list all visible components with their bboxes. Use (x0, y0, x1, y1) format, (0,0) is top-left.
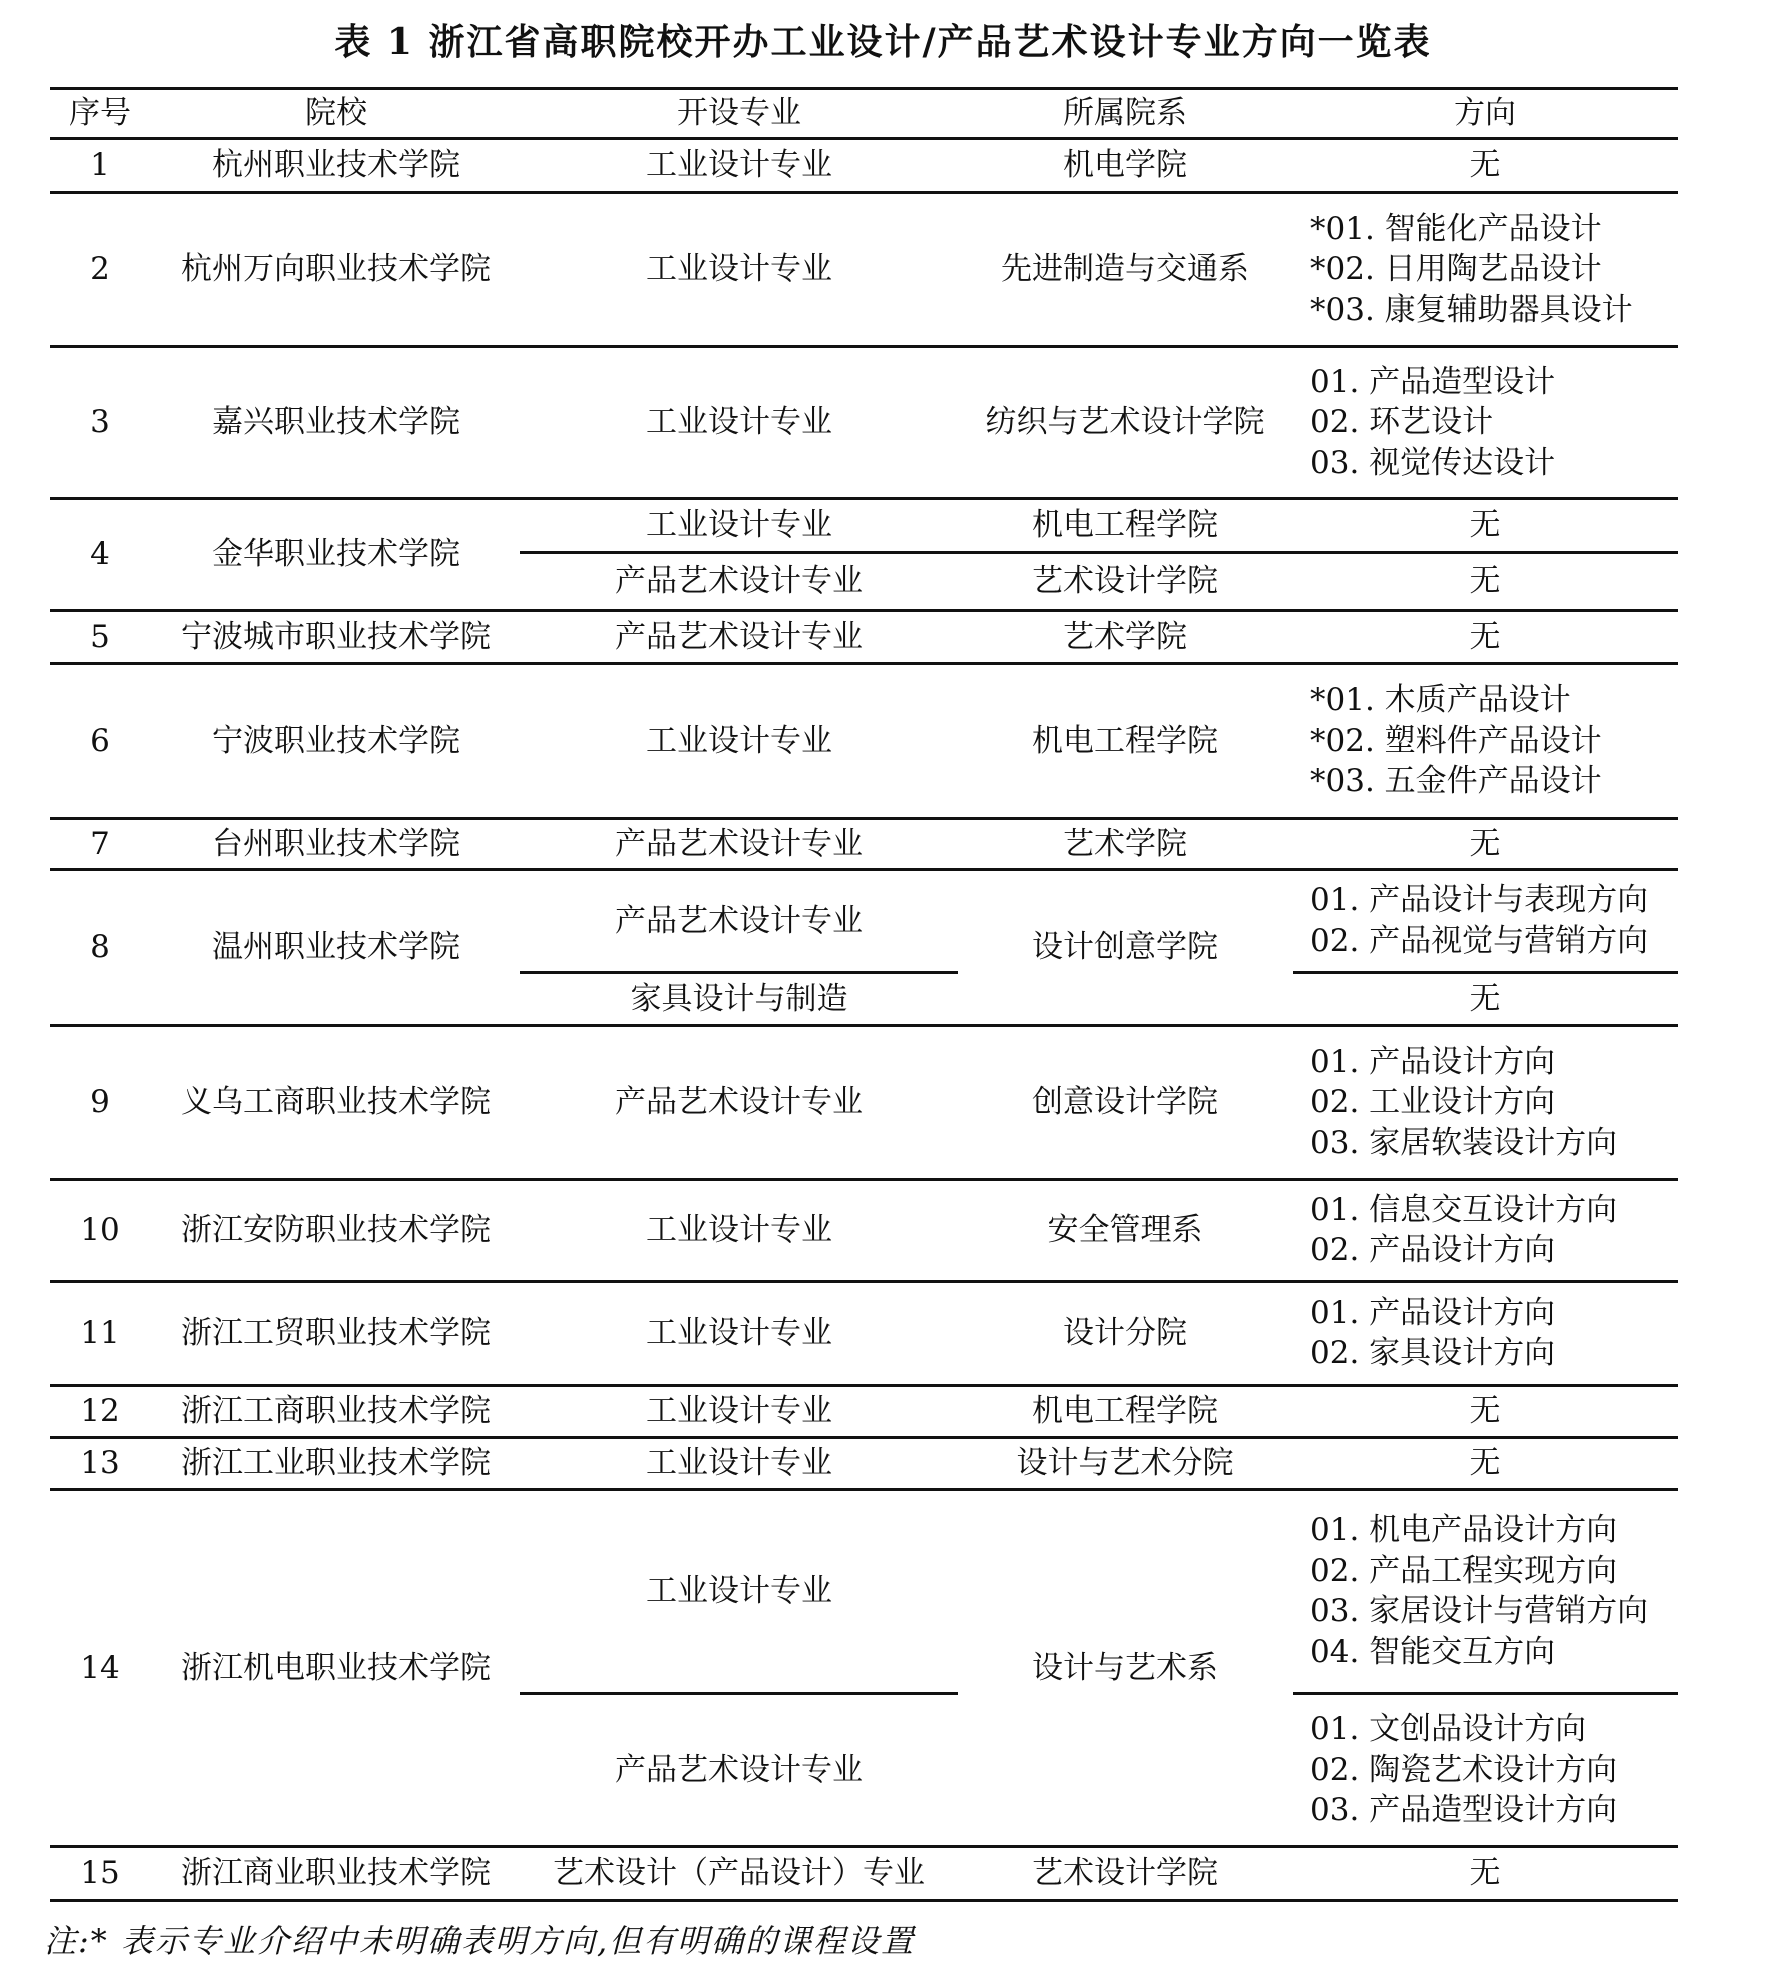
major-name: 产品艺术设计专业 (615, 902, 863, 939)
row-rule (50, 1024, 1678, 1027)
major-name: 工业设计专业 (646, 1573, 832, 1609)
department: 设计创意学院 (1032, 929, 1218, 965)
major-name: 家具设计与制造 (630, 980, 848, 1017)
direction-item: *02. 日用陶艺品设计 (1310, 251, 1602, 287)
row-number: 9 (90, 1084, 110, 1120)
school-name: 温州职业技术学院 (212, 929, 460, 965)
row-number: 6 (90, 722, 110, 759)
direction-item: 01. 产品设计方向 (1310, 1294, 1556, 1331)
department: 先进制造与交通系 (1001, 251, 1249, 287)
direction-item: 02. 产品视觉与营销方向 (1310, 922, 1649, 959)
direction-item: 02. 环艺设计 (1310, 404, 1494, 440)
department: 设计与艺术系 (1032, 1649, 1218, 1686)
major-name: 艺术设计（产品设计）专业 (553, 1855, 925, 1891)
direction-item: *01. 智能化产品设计 (1310, 210, 1602, 247)
row-number: 15 (80, 1855, 120, 1891)
direction-item: 02. 产品设计方向 (1310, 1232, 1556, 1269)
row-number: 5 (90, 618, 110, 655)
row-number: 11 (80, 1315, 120, 1351)
table-top-rule (50, 87, 1678, 90)
department: 机电工程学院 (1032, 722, 1218, 759)
direction-item: 03. 家居软装设计方向 (1310, 1124, 1618, 1161)
major-name: 产品艺术设计专业 (615, 618, 863, 655)
school-name: 浙江机电职业技术学院 (181, 1649, 491, 1686)
row-number: 3 (90, 404, 110, 440)
major-name: 产品艺术设计专业 (615, 825, 863, 862)
direction-none: 无 (1469, 507, 1501, 543)
department: 纺织与艺术设计学院 (985, 404, 1265, 440)
row-rule (50, 817, 1678, 820)
row-number: 14 (80, 1649, 120, 1686)
department: 机电学院 (1063, 147, 1187, 183)
direction-none: 无 (1469, 980, 1501, 1017)
sub-rule (1293, 1692, 1678, 1695)
header-cell: 方向 (1454, 95, 1516, 131)
direction-none: 无 (1469, 1855, 1501, 1891)
direction-none: 无 (1469, 563, 1501, 599)
direction-none: 无 (1469, 1445, 1501, 1481)
school-name: 杭州万向职业技术学院 (181, 251, 491, 287)
department: 艺术学院 (1063, 618, 1187, 655)
row-rule (50, 191, 1678, 194)
major-name: 工业设计专业 (646, 507, 832, 543)
major-name: 工业设计专业 (646, 1212, 832, 1248)
major-name: 产品艺术设计专业 (615, 563, 863, 599)
row-rule (50, 1178, 1678, 1181)
major-name: 工业设计专业 (646, 1445, 832, 1481)
row-rule (50, 1436, 1678, 1439)
row-number: 4 (90, 536, 110, 572)
row-rule (50, 662, 1678, 665)
row-rule (50, 1845, 1678, 1848)
school-name: 浙江工业职业技术学院 (181, 1445, 491, 1481)
row-rule (50, 497, 1678, 500)
row-number: 12 (80, 1393, 120, 1429)
direction-item: 03. 产品造型设计方向 (1310, 1792, 1618, 1828)
direction-item: 01. 产品造型设计 (1310, 363, 1556, 400)
school-name: 金华职业技术学院 (212, 536, 460, 572)
header-rule (50, 137, 1678, 140)
row-number: 1 (90, 147, 110, 183)
row-rule (50, 1899, 1678, 1902)
header-cell: 序号 (69, 95, 131, 131)
direction-none: 无 (1469, 1393, 1501, 1429)
sub-rule (520, 551, 1678, 554)
direction-item: 03. 家居设计与营销方向 (1310, 1593, 1649, 1630)
direction-item: *02. 塑料件产品设计 (1310, 722, 1602, 759)
row-rule (50, 1280, 1678, 1283)
direction-item: 02. 陶瓷艺术设计方向 (1310, 1751, 1618, 1788)
major-name: 产品艺术设计专业 (615, 1084, 863, 1120)
school-name: 浙江工贸职业技术学院 (181, 1315, 491, 1351)
sub-rule (520, 1692, 958, 1695)
direction-item: 01. 机电产品设计方向 (1310, 1512, 1618, 1549)
school-name: 义乌工商职业技术学院 (181, 1084, 491, 1120)
department: 创意设计学院 (1032, 1084, 1218, 1120)
school-name: 宁波城市职业技术学院 (181, 618, 491, 655)
row-rule (50, 609, 1678, 612)
row-number: 2 (90, 251, 110, 287)
department: 机电工程学院 (1032, 1393, 1218, 1429)
table-title: 表 1 浙江省高职院校开办工业设计/产品艺术设计专业方向一览表 (334, 21, 1432, 63)
direction-item: 01. 产品设计与表现方向 (1310, 882, 1649, 919)
row-rule (50, 1384, 1678, 1387)
direction-none: 无 (1469, 618, 1501, 655)
major-name: 工业设计专业 (646, 147, 832, 183)
direction-item: 01. 产品设计方向 (1310, 1043, 1556, 1080)
row-rule (50, 345, 1678, 348)
major-name: 工业设计专业 (646, 1315, 832, 1351)
department: 安全管理系 (1047, 1212, 1203, 1248)
direction-none: 无 (1469, 825, 1501, 862)
direction-item: 01. 信息交互设计方向 (1310, 1191, 1618, 1228)
table-note: 注:* 表示专业介绍中未明确表明方向,但有明确的课程设置 (44, 1922, 916, 1960)
school-name: 嘉兴职业技术学院 (212, 404, 460, 440)
direction-item: 04. 智能交互方向 (1310, 1633, 1556, 1670)
department: 设计与艺术分院 (1016, 1445, 1234, 1481)
major-name: 工业设计专业 (646, 404, 832, 440)
school-name: 浙江工商职业技术学院 (181, 1393, 491, 1429)
major-name: 工业设计专业 (646, 1393, 832, 1429)
school-name: 台州职业技术学院 (212, 825, 460, 862)
direction-item: *01. 木质产品设计 (1310, 682, 1571, 718)
sub-rule (1293, 971, 1678, 974)
school-name: 浙江商业职业技术学院 (181, 1855, 491, 1891)
direction-item: 01. 文创品设计方向 (1310, 1711, 1587, 1747)
department: 艺术学院 (1063, 825, 1187, 862)
sub-rule (520, 971, 958, 974)
school-name: 杭州职业技术学院 (212, 147, 460, 183)
row-number: 8 (90, 929, 110, 965)
direction-item: *03. 康复辅助器具设计 (1310, 291, 1633, 328)
row-rule (50, 868, 1678, 871)
direction-none: 无 (1469, 147, 1501, 183)
major-name: 工业设计专业 (646, 251, 832, 287)
department: 艺术设计学院 (1032, 1855, 1218, 1891)
direction-item: 02. 工业设计方向 (1310, 1084, 1556, 1120)
header-cell: 所属院系 (1063, 95, 1187, 131)
row-number: 10 (80, 1212, 120, 1248)
school-name: 浙江安防职业技术学院 (181, 1212, 491, 1248)
direction-item: 02. 家具设计方向 (1310, 1335, 1556, 1372)
row-number: 13 (80, 1445, 120, 1481)
direction-item: 02. 产品工程实现方向 (1310, 1552, 1618, 1589)
header-cell: 开设专业 (677, 95, 801, 131)
header-cell: 院校 (305, 95, 367, 131)
direction-item: 03. 视觉传达设计 (1310, 444, 1556, 481)
school-name: 宁波职业技术学院 (212, 722, 460, 759)
major-name: 产品艺术设计专业 (615, 1751, 863, 1788)
row-rule (50, 1488, 1678, 1491)
department: 设计分院 (1063, 1315, 1187, 1351)
department: 机电工程学院 (1032, 507, 1218, 543)
department: 艺术设计学院 (1032, 563, 1218, 599)
direction-item: *03. 五金件产品设计 (1310, 763, 1602, 799)
major-name: 工业设计专业 (646, 722, 832, 759)
row-number: 7 (90, 825, 110, 862)
